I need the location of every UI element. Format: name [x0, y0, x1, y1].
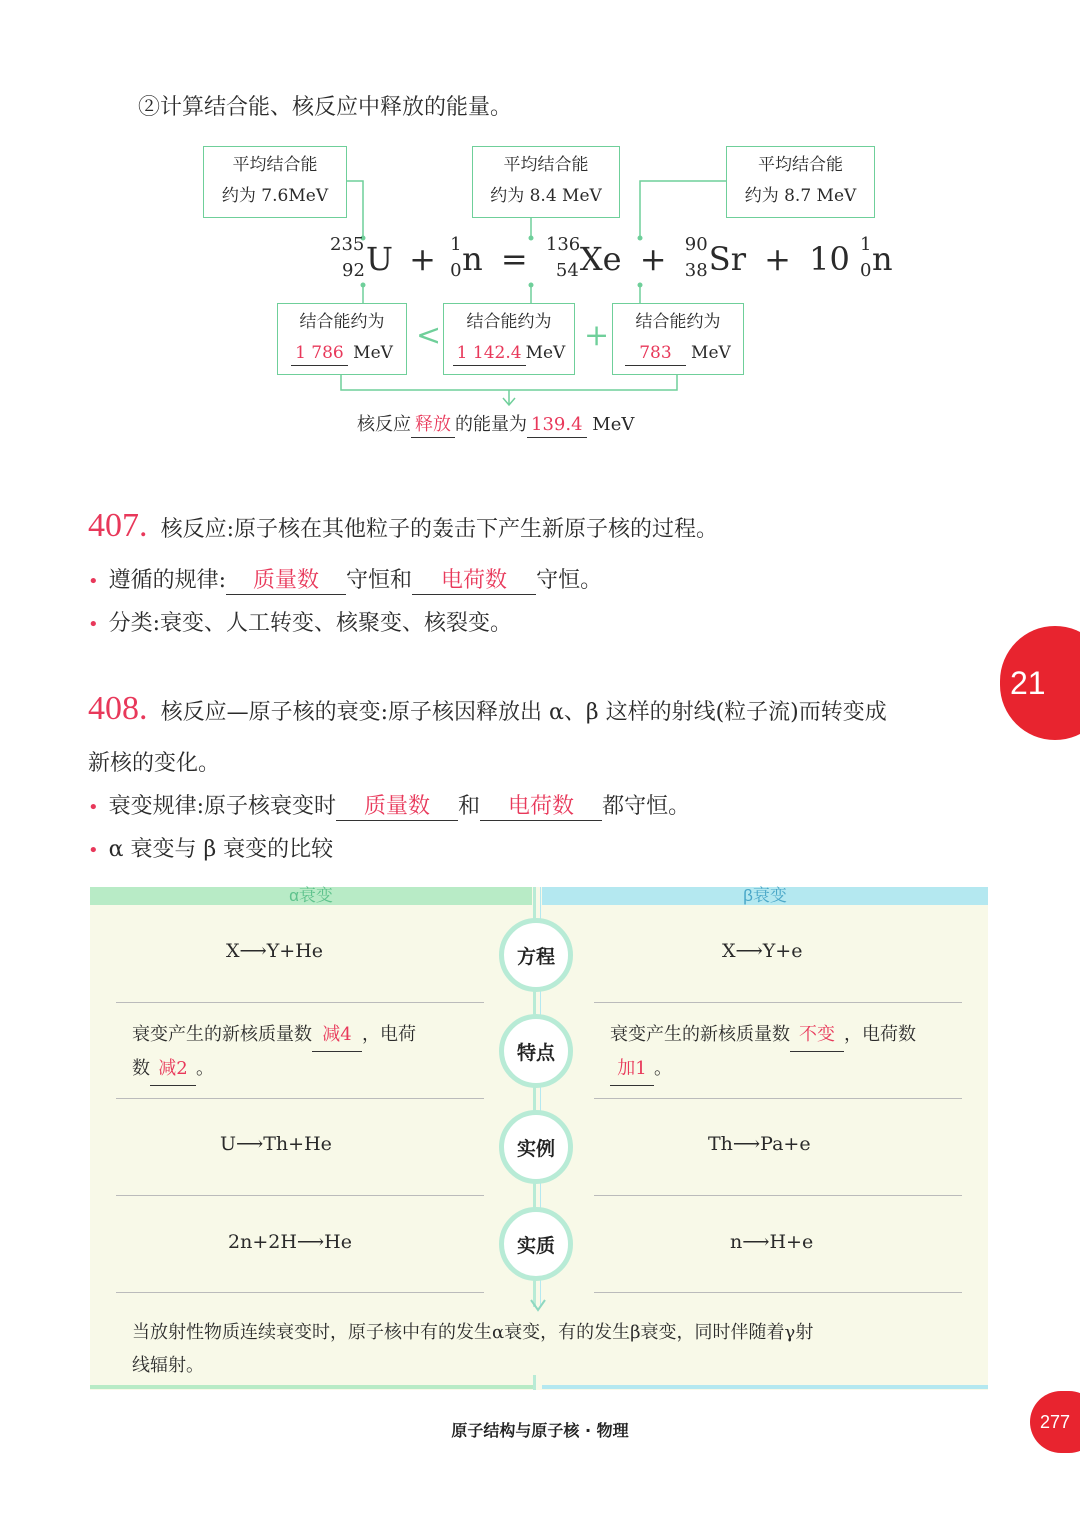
section-number: 407.	[88, 507, 148, 544]
section-number: 408.	[88, 690, 148, 727]
row-separator	[594, 1195, 962, 1196]
binding-label: 结合能约为	[466, 312, 552, 332]
binding-value-sr: 783	[625, 341, 685, 366]
bullet-text: 和	[458, 794, 481, 819]
table-footer-text-cont: 线辐射。	[132, 1355, 204, 1376]
binding-label: 结合能约为	[299, 312, 385, 332]
feature-text: 数	[132, 1058, 150, 1079]
answer-minus4: 减4	[312, 1018, 362, 1052]
row-separator	[594, 1292, 962, 1293]
n-symbol: n	[872, 240, 893, 278]
less-than-sign: <	[416, 318, 442, 353]
bullet-text: 守恒和	[346, 568, 413, 593]
binding-label: 结合能约为	[635, 312, 721, 332]
bullet-text: α 衰变与 β 衰变的比较	[108, 837, 334, 862]
bullet-text: 遵循的规律:	[108, 568, 227, 593]
bullet-text: 都守恒。	[602, 794, 691, 819]
result-mid: 的能量为	[455, 414, 527, 435]
row-label-example: 实例	[499, 1110, 573, 1184]
row-label-equation: 方程	[499, 918, 573, 992]
binding-box-xe	[443, 303, 575, 375]
section-408-heading	[88, 690, 887, 728]
binding-box-sr	[612, 303, 744, 375]
bullet-dot: •	[88, 797, 99, 818]
plus-sign: +	[764, 240, 791, 278]
avg-binding-box-xe	[472, 146, 620, 218]
answer-mass-number: 质量数	[336, 789, 458, 821]
row-label-feature: 特点	[499, 1014, 573, 1088]
u-symbol: U	[366, 240, 393, 278]
page-number: 277	[1030, 1391, 1080, 1453]
sr-charge: 38	[684, 260, 708, 281]
row-separator	[594, 1002, 962, 1003]
n-symbol: n	[462, 240, 483, 278]
bullet-408-rules	[88, 789, 690, 821]
bullet-dot: •	[88, 840, 99, 861]
avg-binding-label: 平均结合能	[503, 155, 589, 175]
avg-binding-box-u	[203, 146, 347, 218]
energy-result	[357, 410, 634, 438]
feature-text: 。	[654, 1058, 672, 1079]
bullet-407-categories	[88, 606, 512, 637]
binding-value-u: 1 786	[291, 341, 348, 366]
xe-charge: 54	[555, 260, 579, 281]
beta-bottom-bar	[542, 1385, 988, 1389]
beta-feature	[610, 1018, 970, 1086]
n-charge: 0	[450, 260, 462, 281]
avg-binding-value: 约为 7.6MeV	[221, 186, 329, 206]
alpha-feature	[132, 1018, 472, 1086]
equals-sign: =	[500, 240, 528, 278]
result-prefix: 核反应	[357, 414, 411, 435]
n-charge: 0	[860, 260, 872, 281]
answer-charge-number: 电荷数	[412, 563, 536, 595]
section-title: 核反应—原子核的衰变:原子核因释放出 α、β 这样的射线(粒子流)而转变成	[160, 700, 887, 725]
diagram-lines	[0, 0, 1080, 460]
section-title-cont: 新核的变化。	[88, 751, 221, 776]
xe-mass: 136	[545, 234, 581, 255]
row-separator	[594, 1098, 962, 1099]
chapter-tab: 21	[1000, 626, 1080, 740]
sr-mass: 90	[684, 234, 708, 255]
center-spine	[533, 1375, 536, 1390]
avg-binding-label: 平均结合能	[758, 155, 843, 175]
alpha-example: U⟶Th+He	[220, 1133, 332, 1155]
section-title: 核反应:原子核在其他粒子的轰击下产生新原子核的过程。	[160, 517, 719, 542]
binding-value-xe: 1 142.4	[453, 341, 526, 366]
plus-sign: +	[584, 318, 610, 353]
bullet-text: 守恒。	[536, 568, 603, 593]
n-mass: 1	[450, 234, 462, 255]
result-answer-release: 释放	[411, 413, 455, 438]
u-mass: 235	[330, 234, 365, 255]
neutron-coefficient: 10	[809, 240, 850, 278]
n-mass: 1	[860, 234, 872, 255]
bullet-text: 衰变规律:原子核衰变时	[108, 794, 337, 819]
unit: MeV	[525, 343, 566, 363]
alpha-equation: X⟶Y+He	[226, 940, 324, 962]
bullet-407-rules	[88, 563, 602, 595]
feature-text: 。	[196, 1058, 214, 1079]
row-separator	[116, 1098, 484, 1099]
bullet-text: 分类:衰变、人工转变、核聚变、核裂变。	[108, 611, 513, 636]
avg-binding-value: 约为 8.4 MeV	[490, 186, 602, 206]
row-label-essence: 实质	[499, 1207, 573, 1281]
alpha-bottom-bar	[90, 1385, 536, 1389]
beta-equation: X⟶Y+e	[722, 940, 803, 962]
beta-header: β衰变	[542, 887, 988, 905]
result-answer-energy: 139.4	[527, 413, 587, 438]
intro-text: ②计算结合能、核反应中释放的能量。	[138, 95, 513, 120]
feature-text: ，电荷数	[844, 1024, 916, 1045]
fission-equation	[330, 234, 893, 281]
avg-binding-value: 约为 8.7 MeV	[744, 186, 857, 206]
avg-binding-label: 平均结合能	[232, 155, 318, 175]
alpha-header: α衰变	[90, 887, 532, 905]
plus-sign: +	[639, 240, 667, 278]
beta-example: Th⟶Pa+e	[708, 1133, 811, 1155]
answer-plus1: 加1	[610, 1052, 654, 1086]
section-407-heading	[88, 507, 718, 545]
xe-symbol: Xe	[579, 240, 622, 278]
unit: MeV	[691, 343, 731, 363]
page-footer-title: 原子结构与原子核 · 物理	[451, 1421, 629, 1440]
result-unit: MeV	[592, 414, 635, 435]
spine-arrow-icon	[528, 1296, 548, 1316]
row-separator	[116, 1002, 484, 1003]
unit: MeV	[353, 343, 393, 363]
answer-charge-number: 电荷数	[480, 789, 602, 821]
plus-sign: +	[409, 240, 436, 278]
sr-symbol: Sr	[708, 240, 746, 278]
table-footer-text: 当放射性物质连续衰变时，原子核中有的发生α衰变，有的发生β衰变，同时伴随着γ射	[132, 1322, 814, 1343]
u-charge: 92	[342, 260, 365, 281]
beta-essence: n⟶H+e	[730, 1231, 814, 1253]
bullet-dot: •	[88, 571, 99, 592]
row-separator	[116, 1292, 484, 1293]
feature-text: ，电荷	[362, 1024, 416, 1045]
feature-text: 衰变产生的新核质量数	[132, 1024, 312, 1045]
binding-box-u	[277, 303, 407, 375]
alpha-essence: 2n+2H⟶He	[228, 1231, 352, 1253]
avg-binding-box-sr	[726, 146, 875, 218]
answer-unchanged: 不变	[790, 1018, 844, 1052]
row-separator	[116, 1195, 484, 1196]
answer-mass-number: 质量数	[226, 563, 346, 595]
feature-text: 衰变产生的新核质量数	[610, 1024, 790, 1045]
answer-minus2: 减2	[150, 1052, 196, 1086]
bullet-dot: •	[88, 614, 99, 635]
bullet-408-compare	[88, 832, 333, 863]
